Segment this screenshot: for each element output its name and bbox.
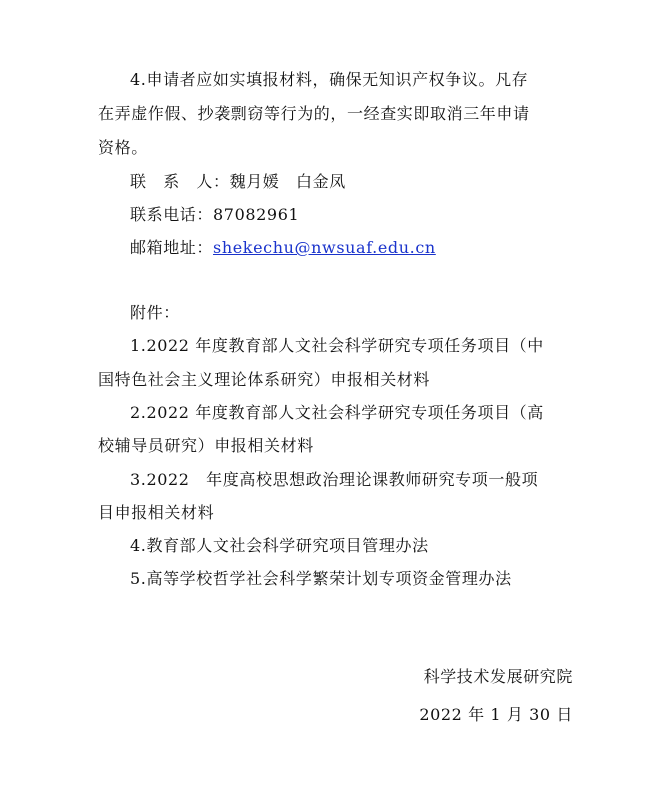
contact-email [130, 238, 610, 258]
contact-person-label: 联 系 人： [130, 172, 230, 191]
contact-phone-value: 87082961 [213, 205, 300, 224]
attachment-1-line1: 1.2022 年度教育部人文社会科学研究专项任务项目（中 [130, 336, 544, 355]
attachment-1-line2: 国特色社会主义理论体系研究）申报相关材料 [98, 370, 431, 389]
email-link[interactable]: shekechu@nwsuaf.edu.cn [213, 238, 436, 257]
attachments-heading: 附件： [130, 303, 180, 322]
signature-org: 科学技术发展研究院 [423, 667, 573, 686]
clause4-line2: 在弄虚作假、抄袭剽窃等行为的，一经查实即取消三年申请 [98, 104, 530, 123]
contact-email-label: 邮箱地址： [130, 238, 214, 257]
attachment-4: 4.教育部人文社会科学研究项目管理办法 [130, 536, 429, 555]
clause4-line3: 资格。 [98, 138, 148, 157]
attachment-3-line2: 目申报相关材料 [98, 503, 215, 522]
attachment-5: 5.高等学校哲学社会科学繁荣计划专项资金管理办法 [130, 569, 512, 588]
attachment-2-line1: 2.2022 年度教育部人文社会科学研究专项任务项目（高 [130, 403, 544, 422]
attachment-2-line2: 校辅导员研究）申报相关材料 [98, 436, 314, 455]
clause4-line1: 4.申请者应如实填报材料，确保无知识产权争议。凡存 [130, 70, 529, 89]
contact-phone-label: 联系电话： [130, 205, 214, 224]
contact-person [130, 172, 610, 192]
attachment-3-line1: 3.2022 年度高校思想政治理论课教师研究专项一般项 [130, 470, 539, 489]
signature-date: 2022 年 1 月 30 日 [419, 705, 573, 724]
contact-phone [130, 205, 610, 225]
contact-person-value: 魏月媛 白金凤 [229, 172, 346, 191]
